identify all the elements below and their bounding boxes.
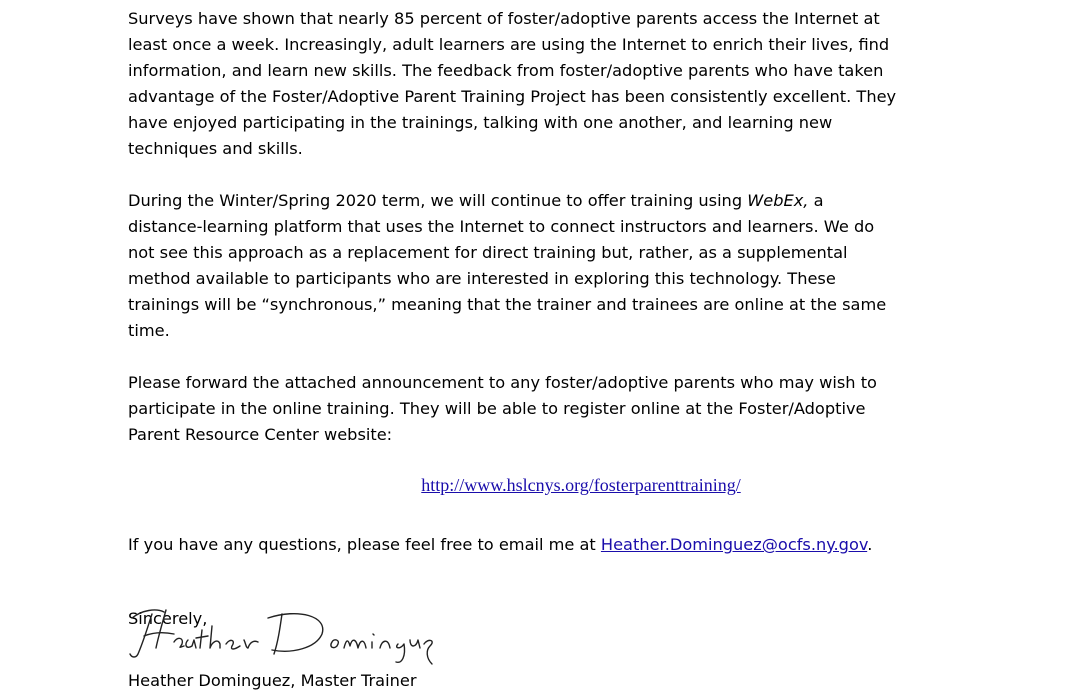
closing: Sincerely, xyxy=(128,609,208,628)
paragraph-line: distance-learning platform that uses the Internet to connect instructors and learners. We do xyxy=(128,217,875,236)
paragraph-line: method available to participants who are interested in exploring this technology. These xyxy=(128,269,836,288)
contact-email-link[interactable]: Heather.Dominguez@ocfs.ny.gov xyxy=(600,535,868,554)
letter-body xyxy=(128,6,958,690)
paragraph-line: participate in the online training. They will be able to register online at the Foster/Adoptive xyxy=(128,399,866,418)
paragraph-line: time. xyxy=(128,321,170,340)
paragraph-line: advantage of the Foster/Adoptive Parent Training Project has been consistently excellent. They xyxy=(128,87,897,106)
contact-text: If you have any questions, please feel free to email me at xyxy=(128,535,601,554)
paragraph-line: techniques and skills. xyxy=(128,139,303,158)
paragraph-internet-usage xyxy=(128,6,958,162)
paragraph-contact xyxy=(128,532,872,558)
webex-emphasis: WebEx, xyxy=(747,191,809,210)
registration-url-link[interactable]: http://www.hslcnys.org/fosterparenttraining/ xyxy=(421,475,741,495)
handwritten-signature xyxy=(122,596,442,668)
contact-period: . xyxy=(867,535,873,554)
paragraph-line xyxy=(128,188,958,214)
paragraph-forward-announcement xyxy=(128,370,958,448)
paragraph-line: Surveys have shown that nearly 85 percent of foster/adoptive parents access the Internet at xyxy=(128,9,880,28)
paragraph-line: Parent Resource Center website: xyxy=(128,425,393,444)
paragraph-line: have enjoyed participating in the trainings, talking with one another, and learning new xyxy=(128,113,833,132)
paragraph-line: Please forward the attached announcement to any foster/adoptive parents who may wish to xyxy=(128,373,877,392)
paragraph-webex-training xyxy=(128,188,958,344)
paragraph-line: least once a week. Increasingly, adult learners are using the Internet to enrich their lives, find xyxy=(128,35,890,54)
paragraph-line: information, and learn new skills. The feedback from foster/adoptive parents who have taken xyxy=(128,61,884,80)
webex-intro-text: During the Winter/Spring 2020 term, we will continue to offer training using xyxy=(128,191,748,210)
webex-article: a xyxy=(808,191,824,210)
paragraph-line: trainings will be “synchronous,” meaning that the trainer and trainees are online at the same xyxy=(128,295,887,314)
paragraph-line: not see this approach as a replacement for direct training but, rather, as a supplemental xyxy=(128,243,848,262)
signer-name-title: Heather Dominguez, Master Trainer xyxy=(128,671,417,690)
registration-url-line xyxy=(128,472,1034,498)
